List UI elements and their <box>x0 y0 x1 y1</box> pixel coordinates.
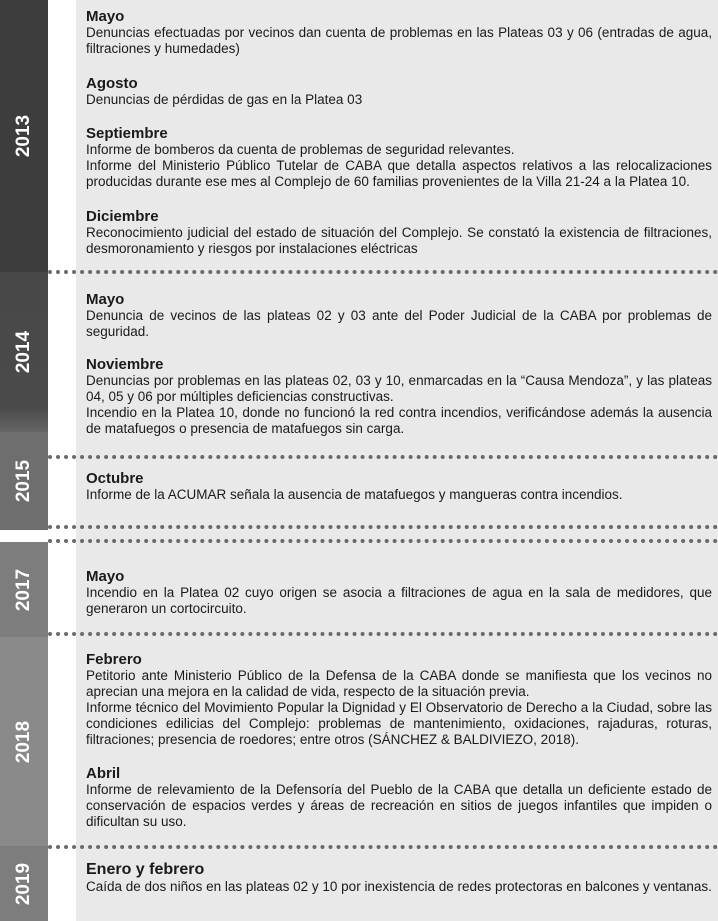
timeline-entry <box>86 356 712 437</box>
timeline-entry <box>86 651 712 748</box>
entry-text: Incendio en la Platea 02 cuyo origen se asocia a filtraciones de agua en la sala de medidores, que generaron un cortocircuito. <box>86 585 712 616</box>
year-label-2018: 2018 <box>13 720 34 763</box>
separator-2013-2014 <box>48 270 718 274</box>
entry-month: Agosto <box>86 75 138 92</box>
entry-month: Enero y febrero <box>86 861 205 878</box>
entry-text: Denuncia de vecinos de las plateas 02 y 03 ante del Poder Judicial de la CABA por problemas de seguridad. <box>86 308 712 339</box>
entry-month: Mayo <box>86 568 125 585</box>
year-label-2019: 2019 <box>13 862 34 905</box>
timeline-entry <box>86 125 712 190</box>
entry-text: Incendio en la Platea 10, donde no funcionó la red contra incendios, verificándose además la ausencia de matafuegos o presencia de matafuegos sin carga. <box>86 405 712 436</box>
entry-month: Octubre <box>86 470 144 487</box>
entry-text: Denuncias por problemas en las plateas 02, 03 y 10, enmarcadas en la “Causa Mendoza”, y las plateas 04, 05 y 06 por múltiples deficiencias constructivas. <box>86 373 712 404</box>
entry-month: Febrero <box>86 651 142 668</box>
year-label-2015: 2015 <box>13 459 34 503</box>
entry-text: Informe de bomberos da cuenta de problemas de seguridad relevantes. <box>86 142 515 157</box>
separator-2015-b <box>48 539 718 543</box>
entry-text: Petitorio ante Ministerio Público de la Defensa de la CABA donde se manifiesta que los vecinos no aprecian una mejora en la calidad de vida, respecto de la situación previa. <box>86 668 712 699</box>
year-band-gap <box>0 530 48 542</box>
timeline-entry <box>86 861 712 895</box>
entry-month: Mayo <box>86 8 125 25</box>
entry-month: Noviembre <box>86 356 164 373</box>
entry-text: Informe de relevamiento de la Defensoría del Pueblo de la CABA que detalla un deficiente estado de conservación de espacios verdes y áreas de recreación en sitios de juegos infantiles que impiden o dificultan su uso. <box>86 782 712 829</box>
timeline-entry <box>86 75 712 108</box>
entry-text: Informe del Ministerio Público Tutelar de CABA que detalla aspectos relativos a las relocalizaciones producidas durante ese mes al Complejo de 60 familias provenientes de la Villa 21-24 a la Platea 10. <box>86 158 712 189</box>
separator-2015-a <box>48 525 718 529</box>
timeline-entry <box>86 208 712 257</box>
entry-text: Caída de dos niños en las plateas 02 y 10 por inexistencia de redes protectoras en balcones y ventanas. <box>86 879 712 894</box>
entry-text: Reconocimiento judicial del estado de situación del Complejo. Se constató la existencia de filtraciones, desmoronamiento y riesgos por instalaciones eléctricas <box>86 225 712 256</box>
timeline-entry <box>86 291 712 340</box>
entry-month: Diciembre <box>86 208 159 225</box>
entry-month: Abril <box>86 765 121 782</box>
separator-2018-2019 <box>48 845 718 849</box>
year-label-2014: 2014 <box>13 330 34 374</box>
year-label-2013: 2013 <box>13 114 34 158</box>
entry-text: Denuncias efectuadas por vecinos dan cuenta de problemas en las Plateas 03 y 06 (entradas de agua, filtraciones y humedades) <box>86 25 712 56</box>
timeline-entry <box>86 470 712 503</box>
entry-text: Informe técnico del Movimiento Popular la Dignidad y El Observatorio de Derecho a la Ciudad, sobre las condiciones edilicias del Complejo: problemas de mantenimiento, oxidaciones, rajaduras, roturas, filtraciones; presencia de roedores; entre otros (SÁNCHEZ & BALDIVIEZO, 2018). <box>86 700 712 747</box>
timeline-entry <box>86 765 712 830</box>
entry-text: Denuncias de pérdidas de gas en la Platea 03 <box>86 92 363 107</box>
separator-2017-2018 <box>48 632 718 636</box>
timeline-entry <box>86 8 712 57</box>
entry-month: Septiembre <box>86 125 168 142</box>
entry-month: Mayo <box>86 291 125 308</box>
separator-2014-2015 <box>48 455 718 459</box>
year-label-2017: 2017 <box>13 568 34 611</box>
entry-text: Informe de la ACUMAR señala la ausencia de matafuegos y mangueras contra incendios. <box>86 487 623 502</box>
timeline-entry <box>86 568 712 617</box>
